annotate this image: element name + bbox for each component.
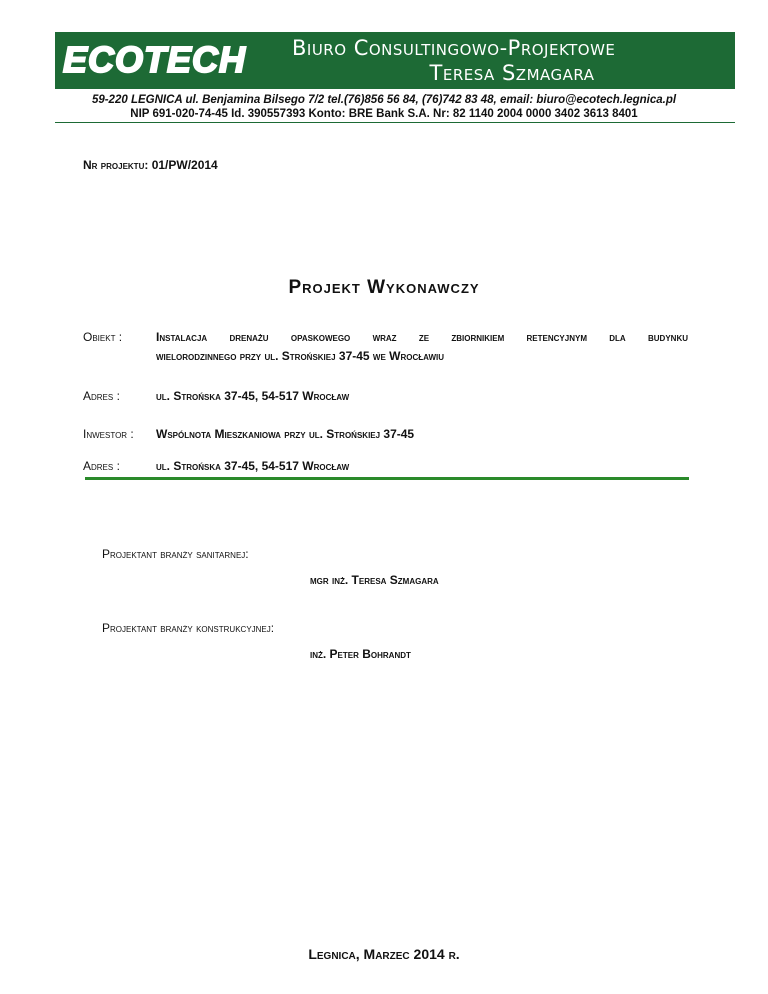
- adres-value: ul. Strońska 37-45, 54-517 Wrocław: [156, 389, 350, 403]
- company-line1: Biuro Consultingowo-Projektowe: [292, 36, 616, 60]
- address-line2: NIP 691-020-74-45 Id. 390557393 Konto: BRE Bank S.A. Nr: 82 1140 2004 0000 3402 3613 8401: [130, 108, 638, 120]
- project-number-value: 01/PW/2014: [151, 158, 218, 172]
- adres-label-2: Adres :: [83, 459, 120, 473]
- header-divider: [55, 122, 735, 123]
- section-divider: [85, 477, 689, 480]
- adres-label: Adres :: [83, 389, 120, 403]
- address-line1: 59-220 LEGNICA ul. Benjamina Bilsego 7/2 tel.(76)856 56 84, (76)742 83 48, email: biuro@ecotech.legnica.pl: [91, 94, 677, 106]
- company-logo: ECOTECH: [63, 39, 247, 80]
- obiekt-value-line1: Instalacja drenażu opaskowego wraz ze zbiornikiem retencyjnym dla budynku: [156, 330, 688, 344]
- structural-designer-label: Projektant branży konstrukcyjnej:: [102, 621, 275, 635]
- structural-designer-name: inż. Peter Bohrandt: [310, 647, 411, 661]
- sanitary-designer-label: Projektant branży sanitarnej:: [102, 547, 249, 561]
- inwestor-value: Wspólnota Mieszkaniowa przy ul. Strońskiej 37-45: [156, 427, 415, 441]
- header-banner: [55, 32, 735, 89]
- company-name: [292, 36, 732, 86]
- place-date: Legnica, Marzec 2014 r.: [308, 946, 460, 962]
- company-line2: Teresa Szmagara: [429, 61, 595, 85]
- adres-value-2: ul. Strońska 37-45, 54-517 Wrocław: [156, 459, 350, 473]
- page-title: Projekt Wykonawczy: [288, 277, 480, 298]
- inwestor-label: Inwestor :: [83, 427, 134, 441]
- sanitary-designer-name: mgr inż. Teresa Szmagara: [310, 573, 439, 587]
- project-number: [83, 158, 218, 172]
- obiekt-label: Obiekt :: [83, 330, 123, 344]
- project-number-label: Nr projektu:: [83, 158, 149, 172]
- obiekt-value-line2: wielorodzinnego przy ul. Strońskiej 37-45 we Wrocławiu: [156, 349, 445, 363]
